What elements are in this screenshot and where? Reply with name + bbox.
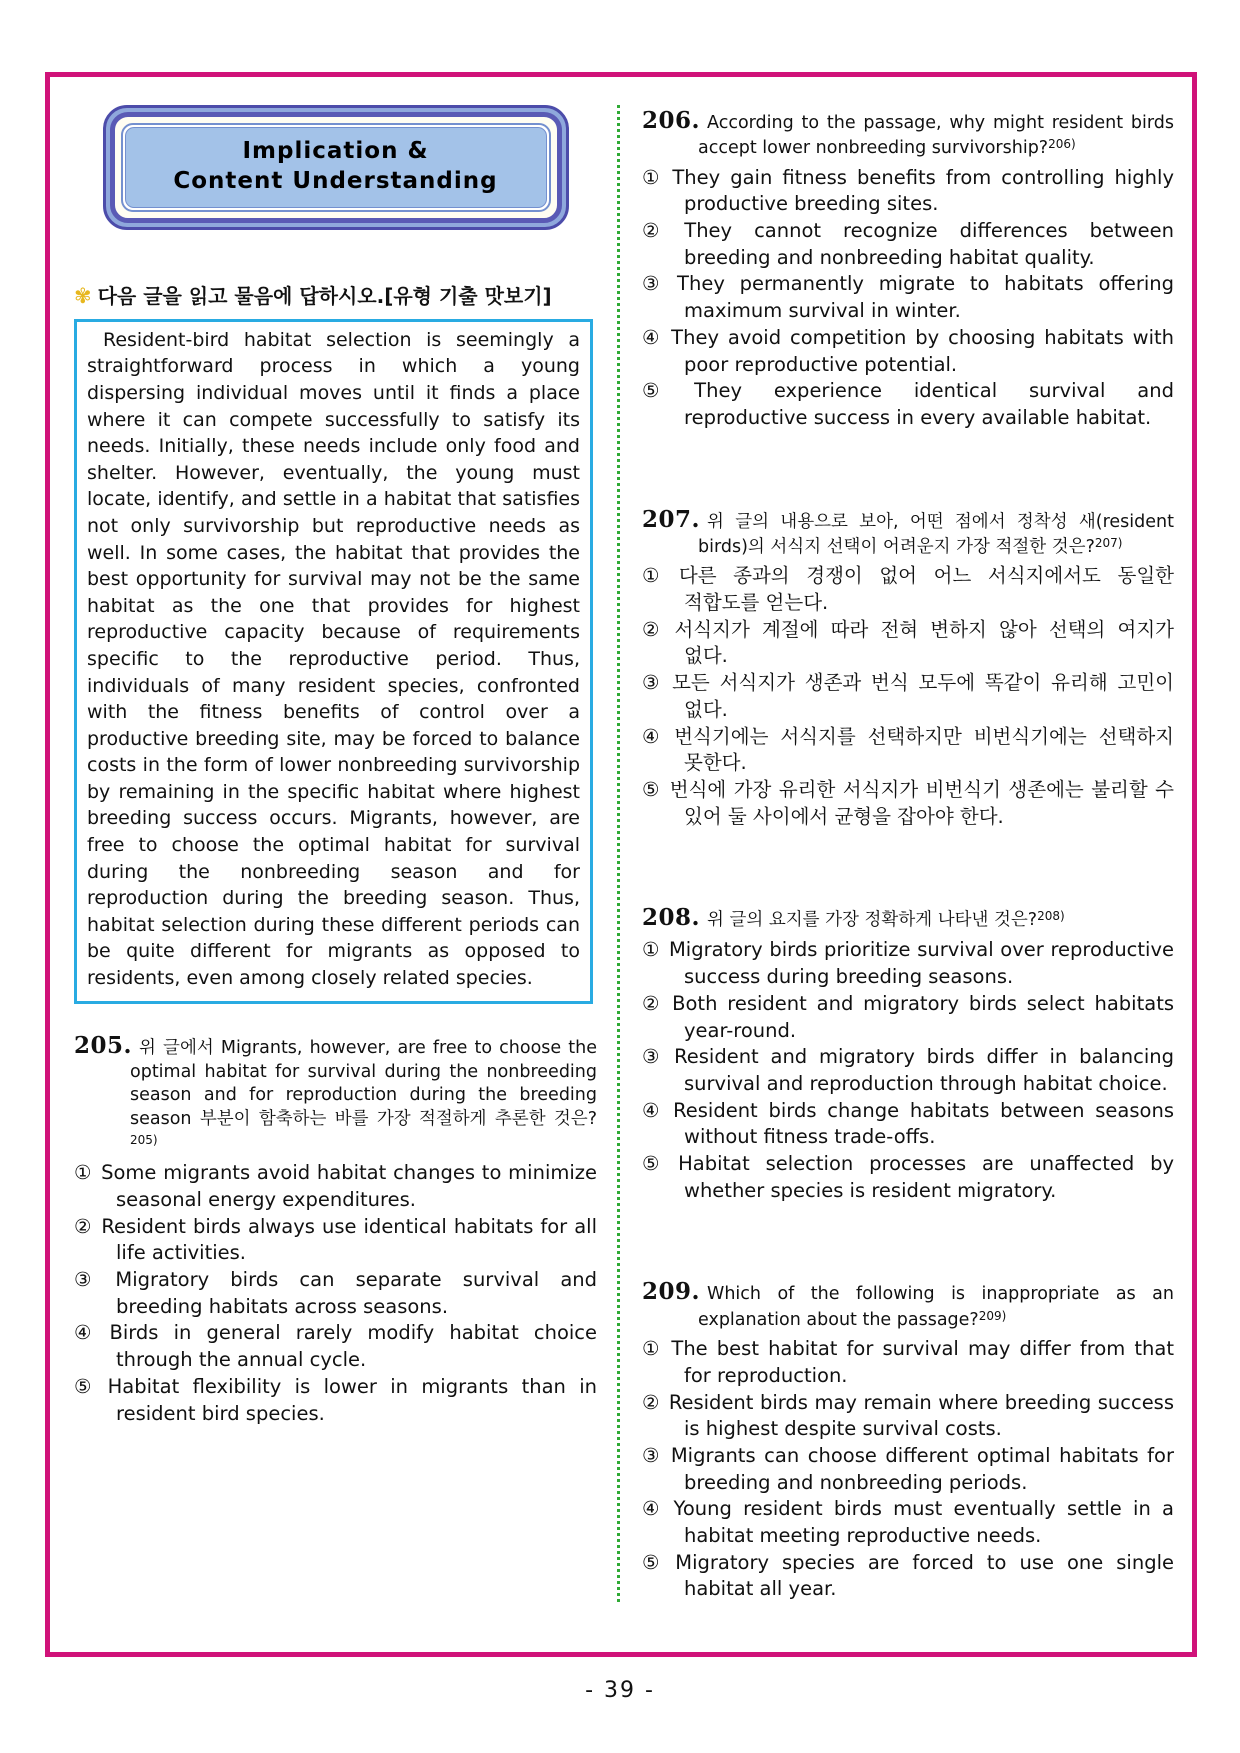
option-text: They avoid competition by choosing habitats with poor reproductive potential. [671, 325, 1174, 376]
option-1 [642, 165, 1174, 218]
option-1 [642, 563, 1174, 616]
question-207 [642, 504, 1174, 831]
question-209 [642, 1276, 1174, 1603]
question-ref: 206) [1048, 137, 1076, 152]
option-text: They permanently migrate to habitats offering maximum survival in winter. [677, 272, 1174, 323]
option-5 [642, 777, 1174, 830]
option-1 [642, 1336, 1174, 1389]
option-4 [642, 724, 1174, 777]
option-2 [642, 991, 1174, 1044]
option-2 [642, 1390, 1174, 1443]
question-ref: 207) [1094, 535, 1123, 550]
question-stem [642, 504, 1174, 560]
question-stem-text: 위 글에서 Migrants, however, are free to choose the optimal habitat for survival during the nonbreeding season and for reproduction during the breeding season 부분이 함축하는 바를 가장 적절하게 추론한 것은? [130, 1037, 597, 1129]
question-ref: 205) [130, 1132, 158, 1147]
option-3 [642, 670, 1174, 723]
option-text: 번식에 가장 유리한 서식지가 비번식기 생존에는 불리할 수 있어 둘 사이에서 균형을 잡아야 한다. [669, 778, 1175, 828]
option-text: Migratory species are forced to use one single habitat all year. [675, 1550, 1175, 1601]
option-marker: ② [74, 1214, 93, 1238]
question-stem [642, 105, 1174, 161]
option-2 [642, 617, 1174, 670]
passage-text: Resident-bird habitat selection is seemingly a straightforward process in which a young dispersing individual moves until it finds a place where it can compete successfully to satisfy its needs. Initially, these needs include only food and shelter. However, eventually, the young must locate, identify, and settle in a habitat that satisfies not only survivorship but reproductive needs as well. In some cases, the habitat that provides the best opportunity for survival may not be the same habitat as the one that provides for highest reproductive capacity because of requirements specific to the reproductive period. Thus, individuals of many resident species, confronted with the fitness benefits of control over a productive breeding site, may be forced to balance costs in the form of lower nonbreeding survivorship by remaining in the specific habitat where highest breeding success occurs. Migrants, however, are free to choose the optimal habitat for survival during the nonbreeding season and for reproduction during the breeding season. Thus, habitat selection during these different periods can be quite different for migrants as opposed to residents, even among closely related species. [87, 328, 580, 990]
option-marker: ⑤ [642, 1550, 667, 1574]
option-4 [642, 325, 1174, 378]
two-column-layout [50, 77, 1192, 1652]
option-text: Migrants can choose different optimal habitats for breeding and nonbreeding periods. [670, 1443, 1174, 1494]
option-text: Habitat flexibility is lower in migrants than in resident bird species. [107, 1374, 597, 1425]
question-stem-text: 위 글의 요지를 가장 정확하게 나타낸 것은? [707, 910, 1038, 931]
option-text: 서식지가 계절에 따라 전혀 변하지 않아 선택의 여지가 없다. [674, 617, 1174, 668]
question-ref: 209) [978, 1308, 1007, 1323]
option-marker: ③ [642, 1045, 666, 1069]
option-marker: ③ [74, 1267, 107, 1291]
option-marker: ④ [642, 724, 666, 748]
question-stem [642, 1276, 1174, 1332]
option-marker: ② [642, 1390, 660, 1414]
flower-icon: ✾ [74, 283, 92, 308]
option-5 [642, 1151, 1174, 1204]
option-marker: ① [642, 1337, 663, 1361]
question-stem-text: 위 글의 내용으로 보아, 어떤 점에서 정착성 새(resident birds)의 서식지 선택이 어려운지 가장 적절한 것은? [698, 511, 1174, 557]
option-marker: ⑤ [642, 379, 686, 403]
option-marker: ④ [74, 1321, 101, 1345]
option-marker: ④ [642, 1497, 665, 1521]
option-text: Migratory birds can separate survival and breeding habitats across seasons. [115, 1267, 597, 1318]
option-3 [642, 271, 1174, 324]
instruction-line [74, 280, 597, 309]
option-marker: ① [74, 1161, 93, 1185]
option-marker: ① [642, 938, 660, 962]
question-stem [74, 1030, 597, 1157]
question-number: 209. [642, 1278, 701, 1306]
option-text: They experience identical survival and reproductive success in every available habitat. [684, 379, 1174, 429]
option-marker: ④ [642, 1098, 665, 1122]
page-frame [45, 72, 1197, 1657]
option-marker: ④ [642, 325, 663, 349]
option-4 [642, 1098, 1174, 1151]
option-marker: ⑤ [74, 1374, 99, 1398]
option-marker: ③ [642, 272, 669, 296]
option-3 [642, 1044, 1174, 1097]
section-badge-ring-inner [121, 123, 551, 212]
option-3 [74, 1267, 597, 1320]
question-number: 207. [642, 505, 701, 533]
option-text: Resident birds change habitats between seasons without fitness trade-offs. [673, 1098, 1174, 1149]
option-1 [74, 1160, 597, 1213]
option-5 [642, 378, 1174, 431]
page-number: - 39 - [585, 1678, 655, 1703]
option-2 [74, 1214, 597, 1267]
question-208 [642, 902, 1174, 1204]
question-206 [642, 105, 1174, 432]
option-3 [642, 1443, 1174, 1496]
question-number: 208. [642, 904, 701, 932]
option-text: Resident birds always use identical habitats for all life activities. [101, 1214, 597, 1265]
option-text: Migratory birds prioritize survival over reproductive success during breeding seasons. [668, 938, 1174, 989]
option-text: Resident and migratory birds differ in balancing survival and reproduction through habitat choice. [674, 1045, 1174, 1095]
option-marker: ② [642, 617, 666, 641]
option-2 [642, 218, 1174, 271]
option-1 [642, 937, 1174, 990]
section-title-line2: Content Understanding [173, 167, 498, 194]
question-stem [642, 902, 1174, 933]
question-stem-text: Which of the following is inappropriate as an explanation about the passage? [698, 1284, 1174, 1330]
option-marker: ⑤ [642, 778, 661, 801]
option-text: Resident birds may remain where breeding success is highest despite survival costs. [668, 1390, 1175, 1441]
section-badge-face [125, 127, 547, 208]
option-text: Habitat selection processes are unaffected by whether species is resident migratory. [678, 1152, 1174, 1202]
option-marker: ② [642, 219, 676, 243]
option-marker: ① [642, 165, 664, 189]
option-5 [74, 1374, 597, 1427]
option-text: Birds in general rarely modify habitat choice through the annual cycle. [109, 1321, 598, 1372]
section-badge [103, 105, 569, 230]
option-marker: ③ [642, 671, 664, 695]
option-marker: ② [642, 991, 664, 1015]
option-marker: ⑤ [642, 1152, 670, 1176]
option-text: Some migrants avoid habitat changes to minimize seasonal energy expenditures. [101, 1161, 598, 1211]
option-text: 다른 종과의 경쟁이 없어 어느 서식지에서도 동일한 적합도를 얻는다. [678, 564, 1174, 615]
option-4 [74, 1320, 597, 1373]
question-ref: 208) [1037, 909, 1065, 924]
option-text: They gain fitness benefits from controlling highly productive breeding sites. [672, 165, 1175, 216]
section-badge-ring [110, 112, 562, 223]
question-stem-text: According to the passage, why might resident birds accept lower nonbreeding survivorship? [698, 113, 1174, 159]
option-text: 번식기에는 서식지를 선택하지만 비번식기에는 선택하지 못한다. [674, 724, 1175, 775]
instruction-text: 다음 글을 읽고 물음에 답하시오.[유형 기출 맛보기] [97, 283, 552, 308]
option-text: The best habitat for survival may differ from that for reproduction. [671, 1337, 1174, 1387]
option-text: Young resident birds must eventually settle in a habitat meeting reproductive needs. [673, 1497, 1174, 1548]
option-4 [642, 1496, 1174, 1549]
right-column [620, 77, 1192, 1652]
option-marker: ① [642, 564, 670, 588]
option-text: They cannot recognize differences between breeding and nonbreeding habitat quality. [684, 219, 1175, 269]
question-number: 205. [74, 1031, 133, 1059]
passage-box [74, 319, 593, 1004]
option-marker: ③ [642, 1443, 662, 1467]
option-text: 모든 서식지가 생존과 번식 모두에 똑같이 유리해 고민이 없다. [672, 671, 1174, 721]
question-205 [74, 1030, 597, 1428]
section-title-line1: Implication & [242, 138, 429, 164]
option-5 [642, 1550, 1174, 1603]
question-number: 206. [642, 107, 701, 134]
option-text: Both resident and migratory birds select habitats year-round. [672, 991, 1175, 1042]
left-column [50, 77, 597, 1652]
